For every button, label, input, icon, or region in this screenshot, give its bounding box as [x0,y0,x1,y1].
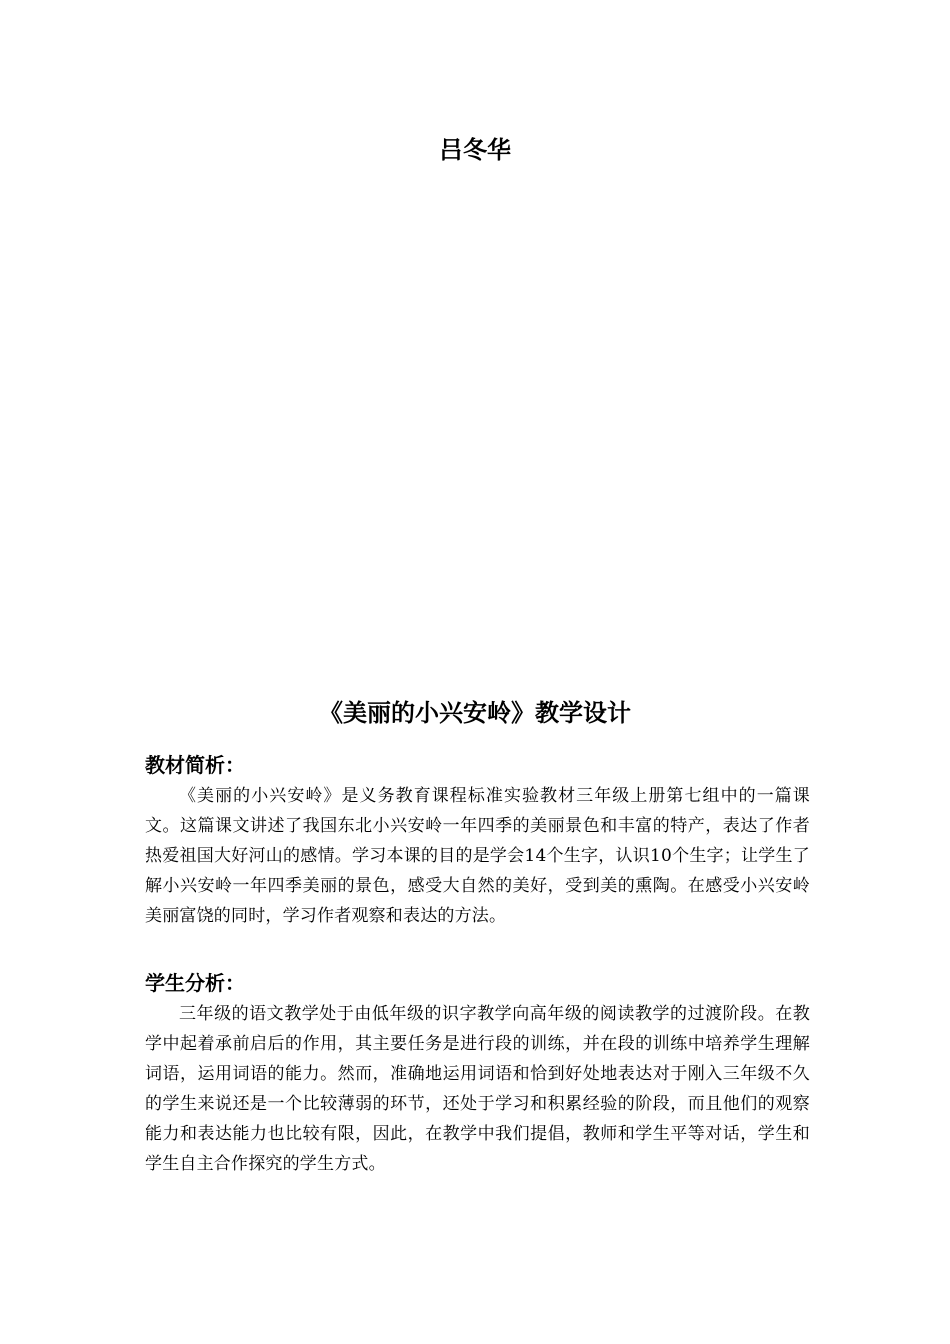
section-heading: 学生分析： [145,971,245,995]
document-title: 《美丽的小兴安岭》教学设计 [319,699,631,727]
section-body: 《美丽的小兴安岭》是义务教育课程标准实验教材三年级上册第七组中的一篇课文。这篇课文讲述了我国东北小兴安岭一年四季的美丽景色和丰富的特产，表达了作者热爱祖国大好河山的感情。学习本课的目的是学会14个生字，认识10个生字；让学生了解小兴安岭一年四季美丽的景色，感受大自然的美好，受到美的熏陶。在感受小兴安岭美丽富饶的同时，学习作者观察和表达的方法。 [145,786,810,926]
section-student-analysis [145,969,810,1179]
section-heading: 教材简析： [145,753,245,777]
section-body: 三年级的语文教学处于由低年级的识字教学向高年级的阅读教学的过渡阶段。在教学中起着承前启后的作用，其主要任务是进行段的训练，并在段的训练中培养学生理解词语，运用词语的能力。然而，准确地运用词语和恰到好处地表达对于刚入三年级不久的学生来说还是一个比较薄弱的环节，还处于学习和积累经验的阶段，而且他们的观察能力和表达能力也比较有限，因此，在教学中我们提倡，教师和学生平等对话，学生和学生自主合作探究的学生方式。 [145,1004,810,1174]
section-materials-analysis [145,751,810,931]
author-name: 吕冬华 [439,136,511,164]
